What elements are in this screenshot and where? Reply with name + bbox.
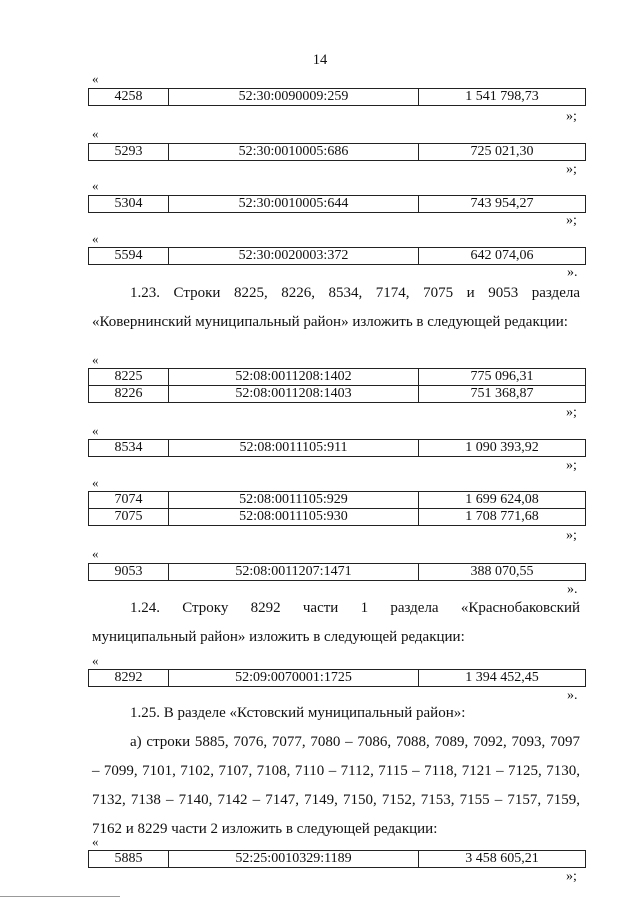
paragraph-line: 7132, 7138 – 7140, 7142 – 7147, 7149, 7150, 7152, 7153, 7155 – 7157, 7159, — [92, 792, 580, 808]
open-quote: « — [92, 71, 99, 86]
cadastral-number: 52:08:0011105:930 — [169, 509, 419, 526]
cadastral-number: 52:08:0011208:1403 — [169, 386, 419, 403]
paragraph-line: а) строки 5885, 7076, 7077, 7080 – 7086, 7088, 7089, 7092, 7093, 7097 — [130, 734, 580, 750]
cadastral-value: 642 074,06 — [419, 248, 586, 265]
open-quote: « — [92, 834, 99, 849]
data-table — [88, 491, 586, 526]
close-quote: »; — [566, 213, 577, 228]
data-table — [88, 439, 586, 457]
cadastral-number: 52:08:0011105:929 — [169, 492, 419, 509]
table-row — [89, 369, 586, 386]
cadastral-value: 1 541 798,73 — [419, 89, 586, 106]
data-table — [88, 669, 586, 687]
table-row — [89, 509, 586, 526]
row-number: 7074 — [89, 492, 169, 509]
page-number: 14 — [312, 52, 328, 68]
row-number: 8225 — [89, 369, 169, 386]
open-quote: « — [92, 178, 99, 193]
open-quote: « — [92, 423, 99, 438]
close-quote: »; — [566, 162, 577, 177]
paragraph-line: 1.25. В разделе «Кстовский муниципальный район»: — [130, 705, 466, 721]
close-quote: »; — [566, 458, 577, 473]
open-quote: « — [92, 352, 99, 367]
table-row — [89, 196, 586, 213]
cadastral-number: 52:08:0011105:911 — [169, 440, 419, 457]
data-table — [88, 850, 586, 868]
table-row — [89, 564, 586, 581]
table-row — [89, 440, 586, 457]
paragraph-line: 1.23. Строки 8225, 8226, 8534, 7174, 7075 и 9053 раздела — [130, 285, 580, 301]
data-table — [88, 88, 586, 106]
close-quote: ». — [567, 265, 578, 280]
table-row — [89, 851, 586, 868]
cadastral-value: 388 070,55 — [419, 564, 586, 581]
paragraph-1-25 — [92, 699, 580, 844]
cadastral-value: 743 954,27 — [419, 196, 586, 213]
paragraph-line: «Ковернинский муниципальный район» изложить в следующей редакции: — [92, 314, 568, 330]
table-row — [89, 248, 586, 265]
cadastral-number: 52:08:0011208:1402 — [169, 369, 419, 386]
open-quote: « — [92, 475, 99, 490]
open-quote: « — [92, 546, 99, 561]
cadastral-value: 1 090 393,92 — [419, 440, 586, 457]
cadastral-value: 751 368,87 — [419, 386, 586, 403]
row-number: 5304 — [89, 196, 169, 213]
paragraph-1-24 — [92, 594, 580, 652]
open-quote: « — [92, 653, 99, 668]
cadastral-value: 3 458 605,21 — [419, 851, 586, 868]
close-quote: »; — [566, 405, 577, 420]
open-quote: « — [92, 126, 99, 141]
cadastral-number: 52:09:0070001:1725 — [169, 670, 419, 687]
cadastral-number: 52:25:0010329:1189 — [169, 851, 419, 868]
row-number: 7075 — [89, 509, 169, 526]
row-number: 5293 — [89, 144, 169, 161]
table-row — [89, 144, 586, 161]
row-number: 8226 — [89, 386, 169, 403]
close-quote: »; — [566, 869, 577, 884]
data-table — [88, 247, 586, 265]
paragraph-line: 7162 и 8229 части 2 изложить в следующей редакции: — [92, 821, 438, 837]
data-table — [88, 143, 586, 161]
row-number: 8534 — [89, 440, 169, 457]
row-number: 8292 — [89, 670, 169, 687]
table-row — [89, 492, 586, 509]
close-quote: »; — [566, 528, 577, 543]
close-quote: »; — [566, 109, 577, 124]
paragraph-line: 1.24. Строку 8292 части 1 раздела «Краснобаковский — [130, 600, 580, 616]
row-number: 5594 — [89, 248, 169, 265]
cadastral-number: 52:30:0020003:372 — [169, 248, 419, 265]
paragraph-line: муниципальный район» изложить в следующей редакции: — [92, 629, 465, 645]
cadastral-number: 52:30:0010005:686 — [169, 144, 419, 161]
table-row — [89, 89, 586, 106]
cadastral-number: 52:08:0011207:1471 — [169, 564, 419, 581]
paragraph-line: – 7099, 7101, 7102, 7107, 7108, 7110 – 7112, 7115 – 7118, 7121 – 7125, 7130, — [92, 763, 580, 779]
cadastral-value: 1 394 452,45 — [419, 670, 586, 687]
row-number: 5885 — [89, 851, 169, 868]
close-quote: ». — [567, 582, 578, 597]
data-table — [88, 195, 586, 213]
cadastral-number: 52:30:0090009:259 — [169, 89, 419, 106]
open-quote: « — [92, 231, 99, 246]
close-quote: ». — [567, 688, 578, 703]
paragraph-1-23 — [92, 279, 580, 337]
row-number: 9053 — [89, 564, 169, 581]
cadastral-value: 725 021,30 — [419, 144, 586, 161]
table-row — [89, 386, 586, 403]
table-row — [89, 670, 586, 687]
data-table — [88, 563, 586, 581]
cadastral-value: 775 096,31 — [419, 369, 586, 386]
footer-rule — [0, 896, 120, 897]
cadastral-value: 1 699 624,08 — [419, 492, 586, 509]
data-table — [88, 368, 586, 403]
row-number: 4258 — [89, 89, 169, 106]
cadastral-number: 52:30:0010005:644 — [169, 196, 419, 213]
cadastral-value: 1 708 771,68 — [419, 509, 586, 526]
